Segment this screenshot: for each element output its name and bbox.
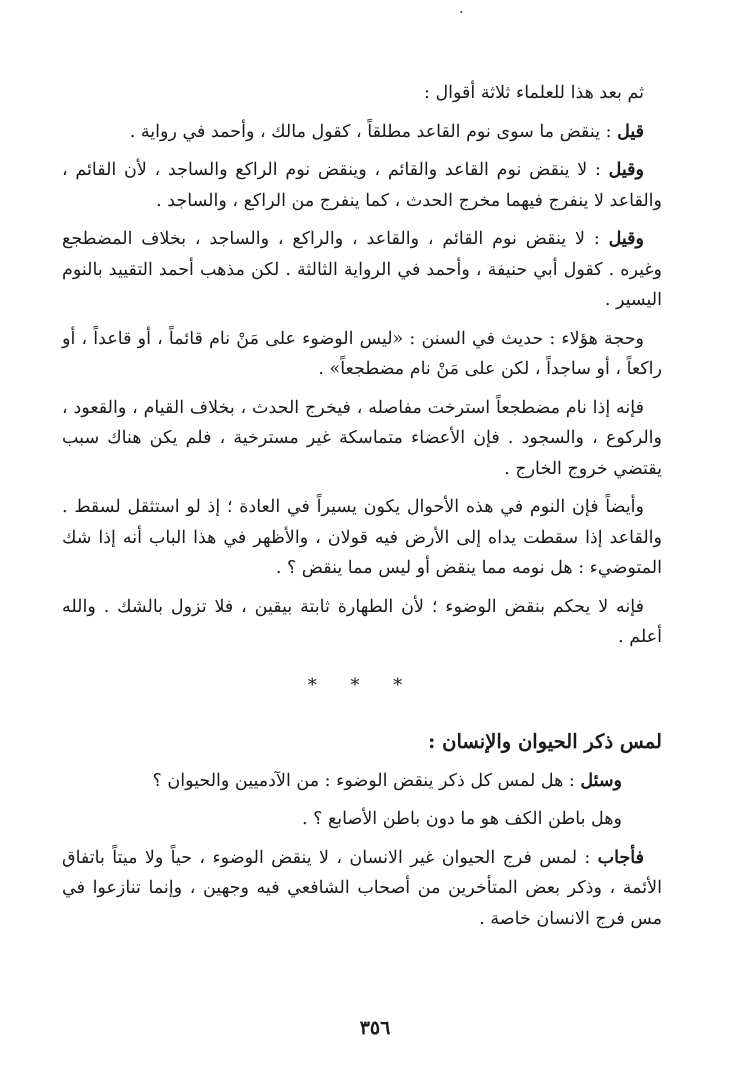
question-paragraph <box>62 766 662 797</box>
paragraph-text: وحجة هؤلاء : حديث في السنن : «ليس الوضوء على مَنْ نام قائماً ، أو قاعداً ، أو راكعاً ، أو ساجداً ، لكن على مَنْ نام مضطجعاً» . <box>62 328 662 379</box>
question-text-2: وهل باطن الكف هو ما دون باطن الأصابع ؟ . <box>301 809 622 829</box>
answer-text: : لمس فرج الحيوان غير الانسان ، لا ينقض الوضوء ، حياً ولا ميتاً باتفاق الأئمة ، وذكر بعض المتأخرين من أصحاب الشافعي فيه وجهين ، وإنما تنازعوا في مس فرج الانسان خاصة . <box>62 847 662 929</box>
question-text: : هل لمس كل ذكر ينقض الوضوء : من الآدميين والحيوان ؟ <box>152 770 581 791</box>
question-lead: وسئل <box>580 770 622 791</box>
paragraph-text: وأيضاً فإن النوم في هذه الأحوال يكون يسيراً في العادة ؛ إذ لو استثقل لسقط . والقاعد إذا سقطت يداه إلى الأرض فيه قولان ، والأظهر في هذا الباب أنه إذا شك المتوضيء : هل نومه مما ينقض أو ليس مما ينقض ؟ . <box>62 497 662 578</box>
top-mark: · <box>459 5 464 21</box>
paragraph <box>62 324 662 385</box>
paragraph-text: : لا ينقض نوم القاعد والقائم ، وينقض نوم الراكع والساجد ، لأن القائم ، والقاعد لا ينفرج فيهما مخرج الحدث ، كما ينفرج من الراكع ، والساجد . <box>62 160 662 211</box>
paragraph <box>62 492 662 584</box>
paragraph <box>62 393 662 485</box>
answer-lead: فأجاب <box>597 847 644 868</box>
page-body <box>62 78 662 942</box>
paragraph-lead: وقيل <box>608 229 644 249</box>
section-heading: لمس ذكر الحيوان والإنسان : <box>428 730 662 753</box>
paragraph-text: ثم بعد هذا للعلماء ثلاثة أقوال : <box>423 83 644 103</box>
paragraph-lead: قيل <box>617 121 644 142</box>
paragraph-text: : لا ينقض نوم القائم ، والقاعد ، والراكع ، والساجد ، بخلاف المضطجع وغيره . كقول أبي حنيفة ، وأحمد في الرواية الثالثة . لكن مذهب أحمد التقييد بالنوم اليسير . <box>62 229 662 310</box>
section-separator: * * * <box>307 674 417 696</box>
question-paragraph-2 <box>62 804 662 835</box>
paragraph-text: : ينقض ما سوى نوم القاعد مطلقاً ، كقول مالك ، وأحمد في رواية . <box>129 121 618 142</box>
paragraph-text: فإنه لا يحكم بنقض الوضوء ؛ لأن الطهارة ثابتة بيقين ، فلا تزول بالشك . والله أعلم . <box>62 596 662 647</box>
paragraph-text: فإنه إذا نام مضطجعاً استرخت مفاصله ، فيخرج الحدث ، بخلاف القيام ، والقعود ، والركوع ، والسجود . فإن الأعضاء متماسكة غير مسترخية ، فلم يكن هناك سبب يقتضي خروج الخارج . <box>62 397 662 479</box>
paragraph <box>62 78 662 109</box>
answer-paragraph <box>62 843 662 935</box>
paragraph <box>62 117 662 148</box>
paragraph <box>62 224 662 316</box>
paragraph-lead: وقيل <box>608 160 644 180</box>
page-number: ٣٥٦ <box>359 1017 391 1039</box>
paragraph <box>62 155 662 216</box>
paragraph <box>62 592 662 653</box>
